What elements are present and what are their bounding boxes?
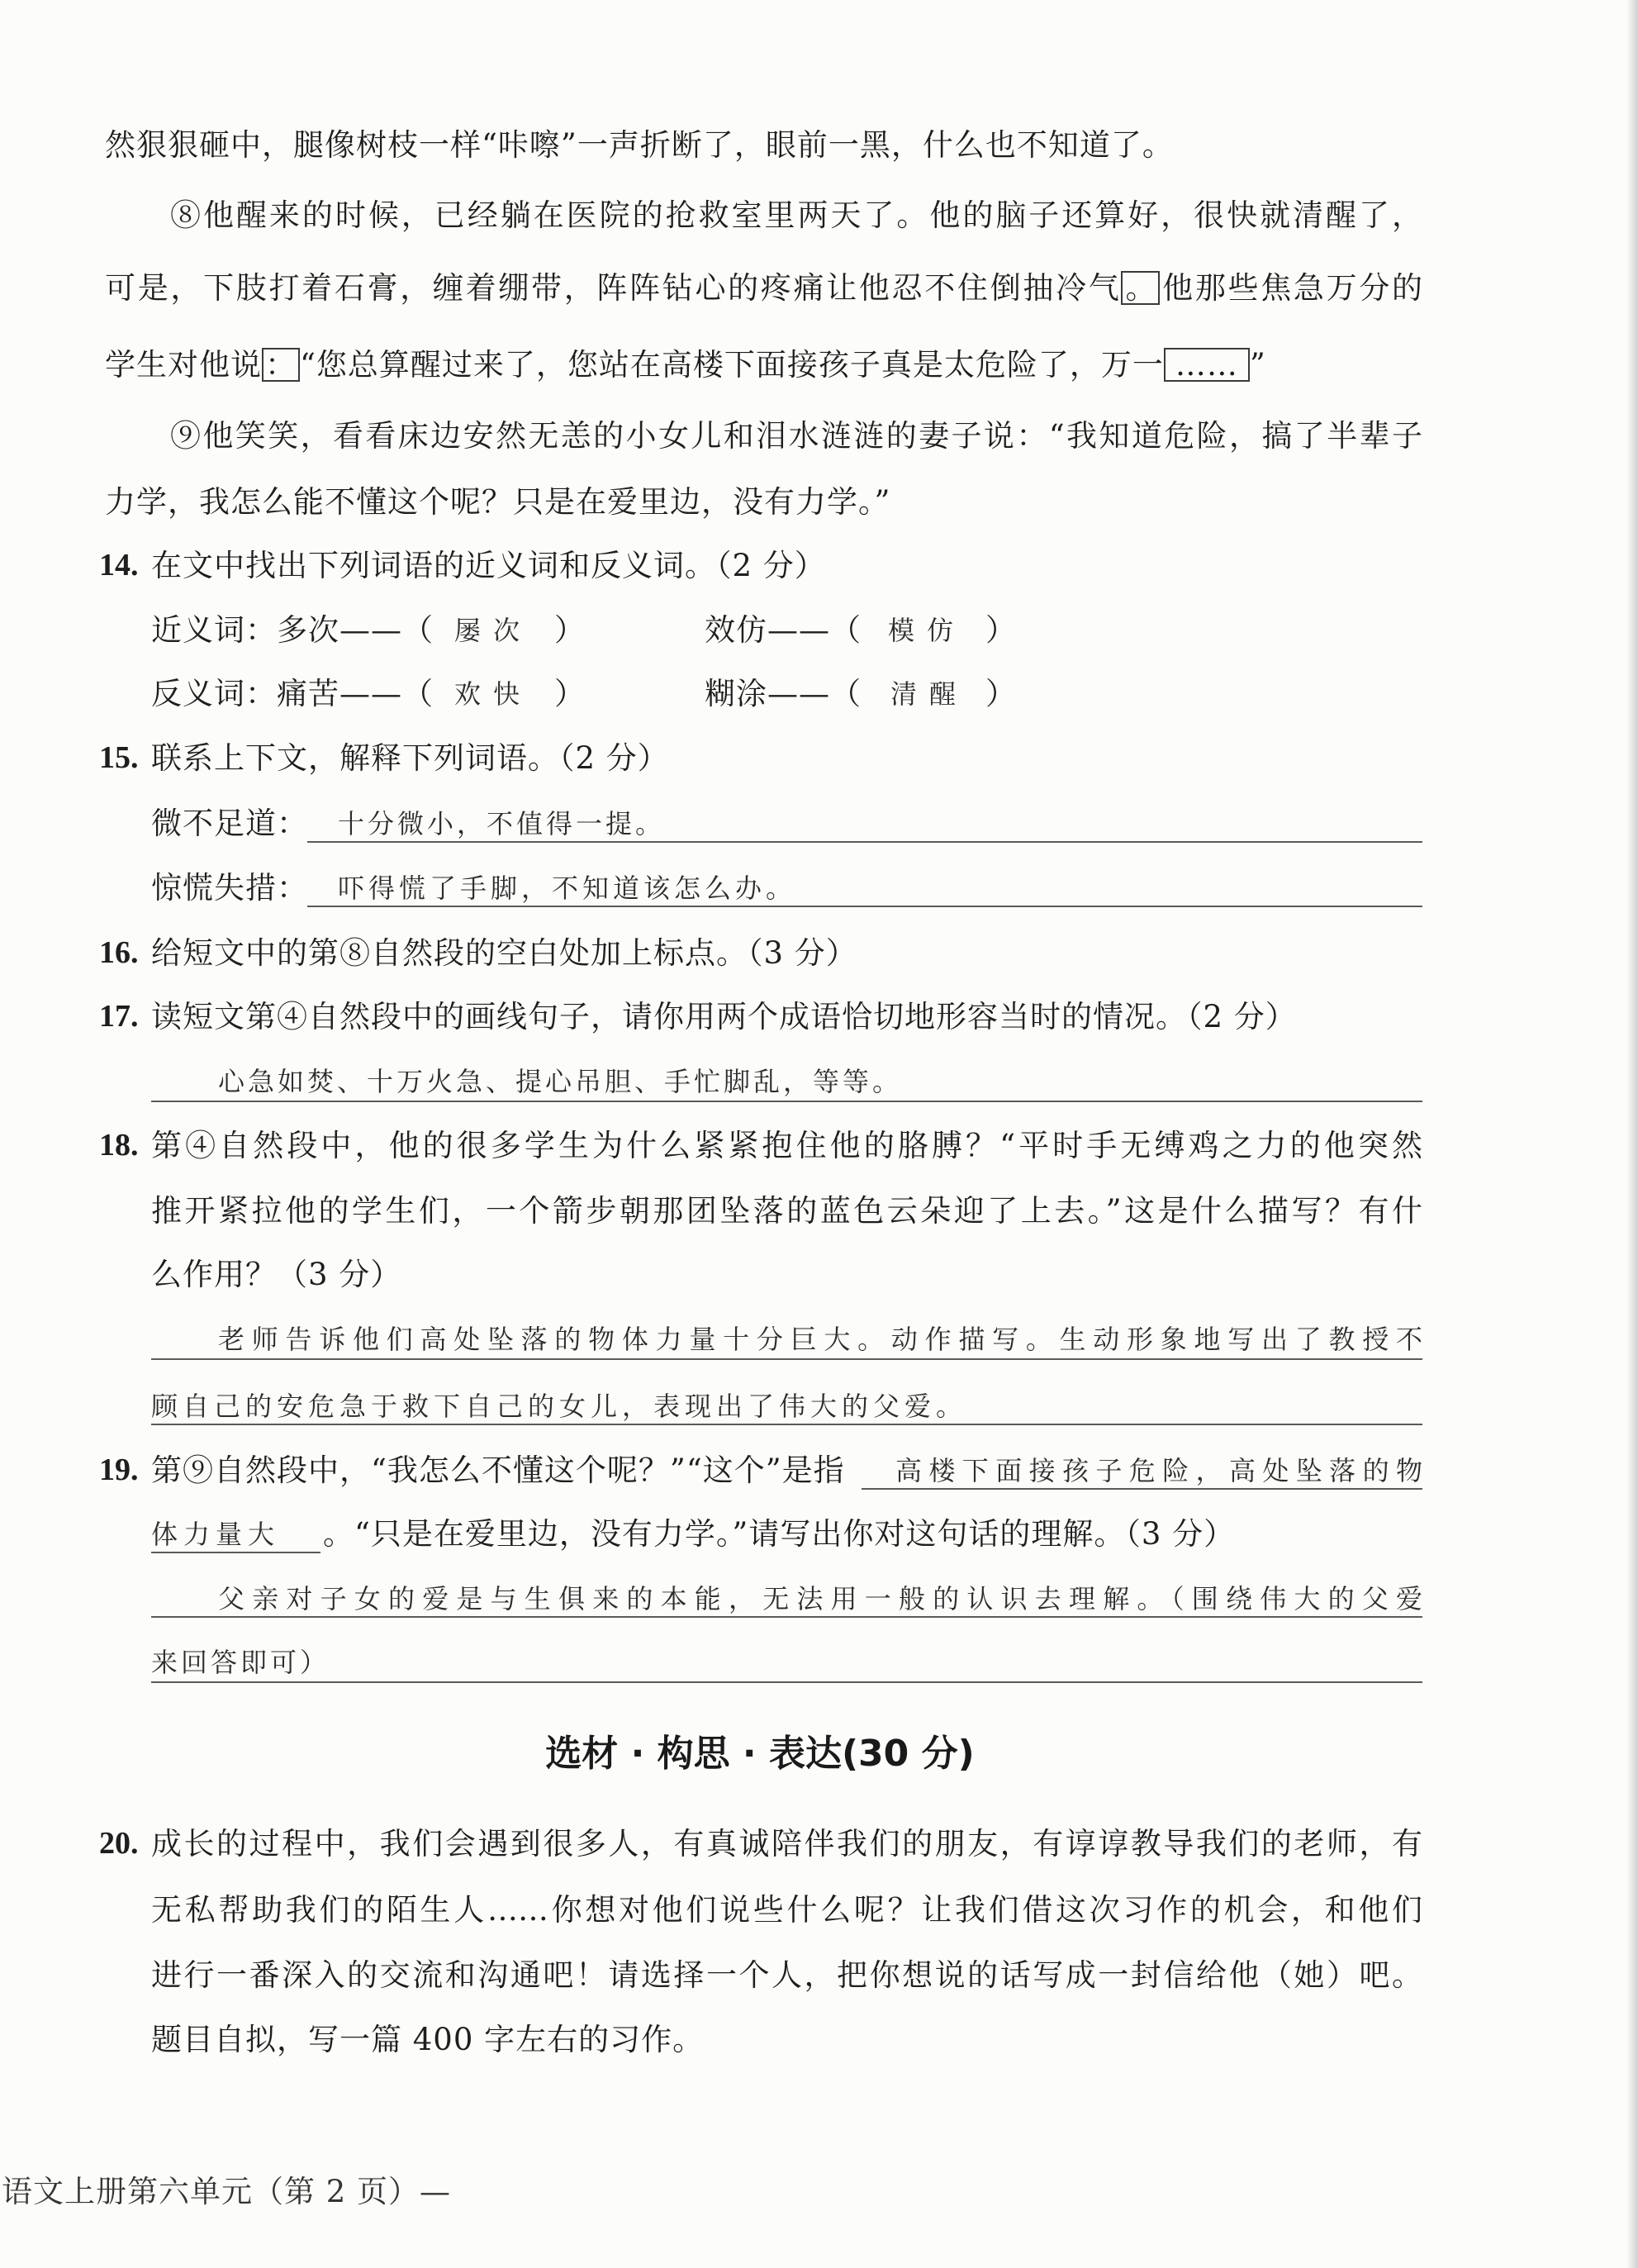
synonym-label: 近义词： [151, 612, 277, 648]
question-17-prompt: 读短文第④自然段中的画线句子，请你用两个成语恰切地形容当时的情况。（2 分） [151, 999, 1297, 1034]
answer-underline [862, 1488, 1422, 1490]
punctuation-answer-box: 。 [1121, 271, 1160, 305]
q14-answer: 欢快 [454, 678, 533, 710]
paragraph-9-line-1: ⑨他笑笑，看看床边安然无恙的小女儿和泪水涟涟的妻子说：“我知道危险，搞了半辈子 [170, 418, 1422, 454]
question-18-prompt-line-2: 推开紧拉他的学生们，一个箭步朝那团坠落的蓝色云朵迎了上去。”这是什么描写？有什 [151, 1193, 1422, 1229]
punctuation-answer-box: ： [262, 348, 300, 382]
punctuation-answer-box: …… [1164, 348, 1250, 382]
q19-blank-answer-line-1: 高楼下面接孩子危险，高处坠落的物 [895, 1455, 1422, 1486]
question-16-prompt: 给短文中的第⑧自然段的空白处加上标点。（3 分） [151, 935, 857, 971]
antonym-label: 反义词： [151, 676, 277, 711]
question-number: 15. [99, 740, 139, 775]
paragraph-8-line-2-text-before: 可是，下肢打着石膏，缠着绷带，阵阵钻心的疼痛让他忍不住倒抽冷气 [105, 270, 1122, 306]
q14-word: 多次——（ [277, 612, 434, 648]
question-19-prompt-part-1: 第⑨自然段中，“我怎么不懂这个呢？”“这个”是指 [151, 1453, 845, 1488]
paragraph-8-line-2-text-after: 他那些焦急万分的 [1160, 270, 1423, 306]
question-number: 18. [99, 1128, 139, 1163]
question-number: 19. [99, 1453, 139, 1487]
q14-antonym-row-first [151, 678, 434, 709]
q14-close-paren: ） [554, 676, 586, 711]
question-20-prompt-line-4: 题目自拟，写一篇 400 字左右的习作。 [151, 2022, 705, 2057]
paragraph-8-line-3 [105, 348, 1422, 382]
answer-underline [151, 1358, 1422, 1360]
section-heading: 选材 · 构思 · 表达(30 分) [545, 1733, 975, 1775]
question-20-prompt-line-1: 成长的过程中，我们会遇到很多人，有真诚陪伴我们的朋友，有谆谆教导我们的老师，有 [151, 1826, 1422, 1861]
page-edge-shadow [1626, 0, 1638, 2268]
q15-term: 微不足道： [151, 806, 308, 841]
q19-answer-line-1: 父亲对子女的爱是与生俱来的本能，无法用一般的认识去理解。（围绕伟大的父爱 [218, 1583, 1422, 1614]
q18-answer-line-1: 老师告诉他们高处坠落的物体力量十分巨大。动作描写。生动形象地写出了教授不 [218, 1324, 1422, 1355]
q14-close-paren: ） [554, 612, 586, 648]
q14-answer: 屡次 [454, 615, 533, 646]
q18-answer-line-2: 顾自己的安危急于救下自己的女儿，表现出了伟大的父爱。 [151, 1391, 968, 1422]
paragraph-8-line-1: ⑧他醒来的时候，已经躺在医院的抢救室里两天了。他的脑子还算好，很快就清醒了， [170, 197, 1422, 233]
question-19-prompt-part-2: 。“只是在爱里边，没有力学。”请写出你对这句话的理解。（3 分） [323, 1516, 1236, 1552]
q15-answer: 吓得慌了手脚，不知道该怎么办。 [338, 872, 797, 904]
q19-blank-answer-line-2: 体力量大 [151, 1519, 281, 1550]
q14-synonym-row-first [151, 612, 434, 648]
question-14-prompt: 在文中找出下列词语的近义词和反义词。（2 分） [151, 548, 826, 583]
question-number: 20. [99, 1826, 139, 1861]
q14-word: 痛苦——（ [277, 676, 434, 711]
answer-underline [307, 906, 1422, 907]
q19-answer-line-2: 来回答即可） [151, 1647, 330, 1678]
q14-word: 效仿——（ [705, 612, 862, 648]
question-20-prompt-line-3: 进行一番深入的交流和沟通吧！请选择一个人，把你想说的话写成一封信给他（她）吧。 [151, 1957, 1422, 1993]
question-15-prompt: 联系上下文，解释下列词语。（2 分） [151, 740, 669, 776]
answer-underline [151, 1681, 1422, 1683]
paragraph-8-line-3-text-middle: “您总算醒过来了，您站在高楼下面接孩子真是太危险了，万一 [300, 347, 1164, 383]
question-18-prompt-line-3: 么作用？（3 分） [151, 1257, 402, 1292]
answer-underline [151, 1424, 1422, 1425]
q14-close-paren: ） [985, 676, 1017, 711]
question-number: 16. [99, 935, 139, 970]
q15-answer: 十分微小，不值得一提。 [338, 808, 666, 839]
question-18-prompt-line-1: 第④自然段中，他的很多学生为什么紧紧抱住他的胳膊？“平时手无缚鸡之力的他突然 [151, 1128, 1422, 1163]
paragraph-9-line-2: 力学，我怎么能不懂这个呢？只是在爱里边，没有力学。” [105, 484, 891, 520]
q17-answer: 心急如焚、十万火急、提心吊胆、手忙脚乱，等等。 [218, 1066, 903, 1097]
paragraph-8-line-3-text-after: ” [1249, 347, 1266, 383]
answer-underline [151, 1552, 320, 1553]
paragraph-8-line-3-text-before: 学生对他说 [105, 347, 262, 383]
page-footer: 语文上册第六单元（第 2 页）— [2, 2174, 452, 2209]
q14-word: 糊涂——（ [705, 676, 862, 711]
q14-close-paren: ） [985, 612, 1017, 648]
q14-answer: 模仿 [888, 615, 966, 646]
answer-underline [151, 1101, 1422, 1102]
q15-term: 惊慌失措： [151, 870, 308, 906]
passage-continued-line: 然狠狠砸中，腿像树枝一样“咔嚓”一声折断了，眼前一黑，什么也不知道了。 [105, 127, 1174, 163]
q14-answer: 清醒 [890, 678, 969, 710]
paragraph-8-line-2 [105, 271, 1422, 305]
answer-underline [307, 841, 1422, 843]
question-number: 14. [99, 548, 139, 582]
question-20-prompt-line-2: 无私帮助我们的陌生人……你想对他们说些什么呢？让我们借这次习作的机会，和他们 [151, 1892, 1422, 1928]
question-number: 17. [99, 999, 139, 1034]
answer-underline [151, 1616, 1422, 1618]
